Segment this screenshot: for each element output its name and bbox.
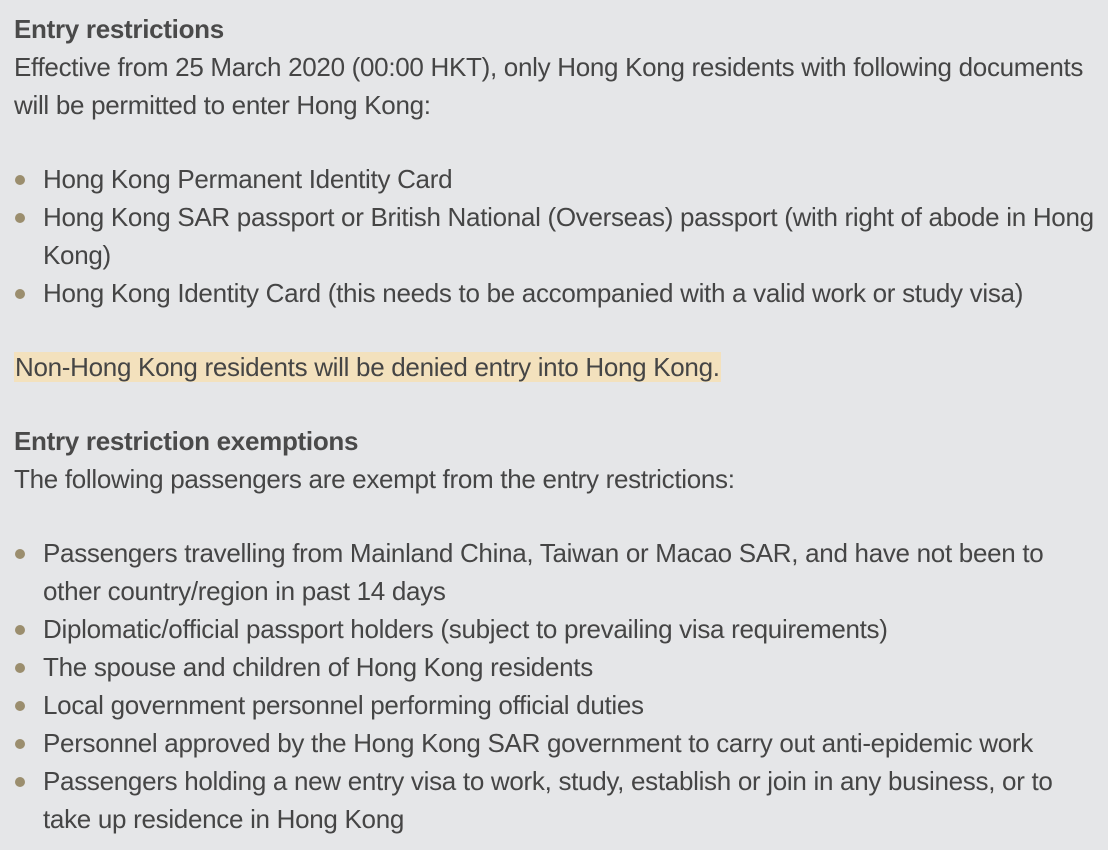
list-item — [14, 648, 1100, 686]
bullet-dot-icon — [15, 701, 25, 711]
denied-entry-notice — [14, 348, 1100, 386]
list-item — [14, 274, 1100, 312]
list-item-text: The spouse and children of Hong Kong residents — [43, 652, 593, 682]
list-item-text: Hong Kong SAR passport or British National (Overseas) passport (with right of abode in Hong Kong) — [43, 202, 1094, 270]
list-item-text: Hong Kong Identity Card (this needs to be accompanied with a valid work or study visa) — [43, 278, 1024, 308]
bullet-dot-icon — [15, 663, 25, 673]
list-item — [14, 686, 1100, 724]
list-item-text: Diplomatic/official passport holders (subject to prevailing visa requirements) — [43, 614, 888, 644]
list-item — [14, 610, 1100, 648]
entry-restrictions-content — [14, 10, 1100, 838]
list-item — [14, 724, 1100, 762]
bullet-dot-icon — [15, 739, 25, 749]
bullet-dot-icon — [15, 175, 25, 185]
bullet-dot-icon — [15, 777, 25, 787]
list-item — [14, 534, 1100, 610]
highlighted-notice: Non-Hong Kong residents will be denied entry into Hong Kong. — [15, 352, 720, 382]
list-item — [14, 160, 1100, 198]
list-item-text: Passengers holding a new entry visa to work, study, establish or join in any business, or to take up residence in Hong Kong — [43, 766, 1053, 834]
entry-restrictions-intro: Effective from 25 March 2020 (00:00 HKT), only Hong Kong residents with following documents will be permitted to enter Hong Kong: — [14, 52, 1084, 120]
list-item-text: Local government personnel performing official duties — [43, 690, 644, 720]
spacer — [14, 498, 1100, 534]
spacer — [14, 386, 1100, 422]
exemptions-list — [14, 534, 1100, 838]
list-item — [14, 198, 1100, 274]
permitted-documents-list — [14, 160, 1100, 312]
bullet-dot-icon — [15, 289, 25, 299]
list-item — [14, 762, 1100, 838]
bullet-dot-icon — [15, 213, 25, 223]
section-heading-entry-restrictions: Entry restrictions — [14, 14, 224, 44]
bullet-dot-icon — [15, 549, 25, 559]
spacer — [14, 124, 1100, 160]
list-item-text: Passengers travelling from Mainland China, Taiwan or Macao SAR, and have not been to other country/region in past 14 days — [43, 538, 1044, 606]
exemptions-intro: The following passengers are exempt from the entry restrictions: — [14, 464, 735, 494]
list-item-text: Personnel approved by the Hong Kong SAR government to carry out anti-epidemic work — [43, 728, 1033, 758]
list-item-text: Hong Kong Permanent Identity Card — [43, 164, 453, 194]
bullet-dot-icon — [15, 625, 25, 635]
spacer — [14, 312, 1100, 348]
section-heading-exemptions: Entry restriction exemptions — [14, 426, 359, 456]
